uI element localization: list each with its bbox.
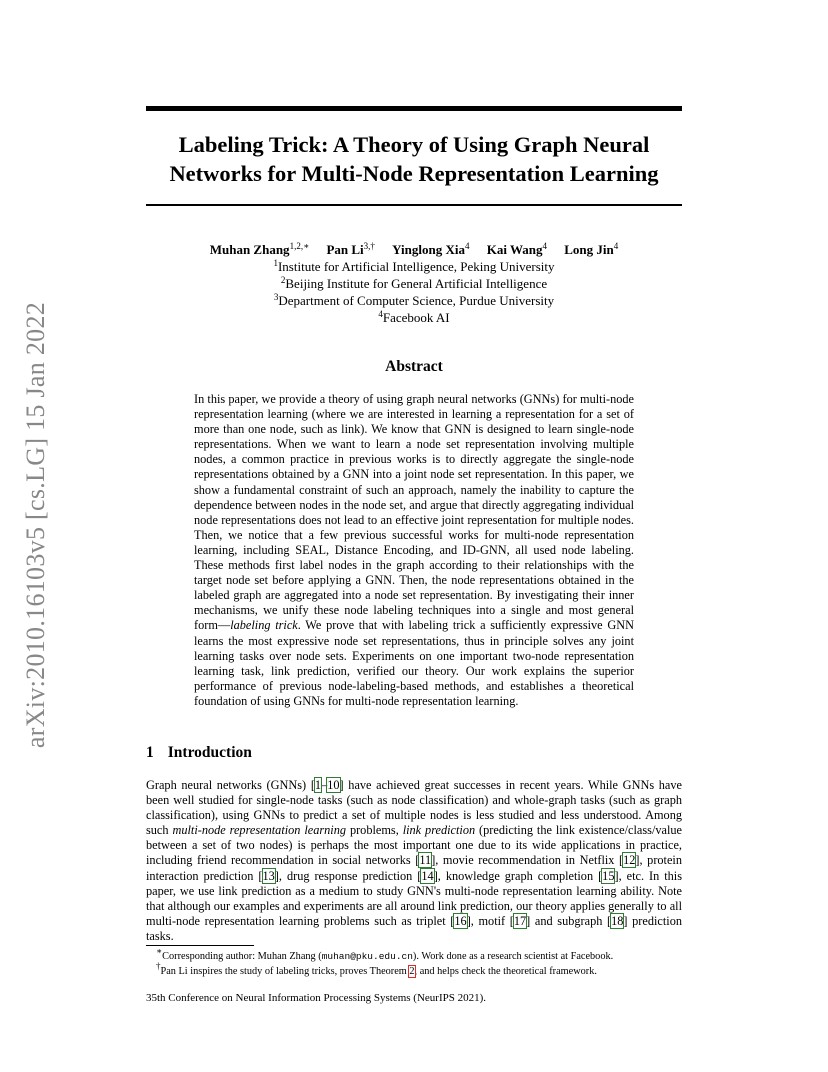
title-bottom-rule xyxy=(146,204,682,206)
theorem-link[interactable]: 2 xyxy=(409,966,415,977)
author: Kai Wang$^4$ xyxy=(486,241,548,257)
citation-link[interactable]: 12 xyxy=(623,853,636,868)
citation-link[interactable]: 16 xyxy=(454,913,467,928)
arxiv-sidebar-stamp xyxy=(16,290,56,760)
title-top-rule xyxy=(146,106,682,111)
citation-link[interactable]: 17 xyxy=(513,913,527,928)
paper-title: Labeling Trick: A Theory of Using Graph Neural Networks for Multi-Node Representation Learning xyxy=(169,132,659,186)
affiliation: $^1$Institute for Artificial Intelligence, Peking University xyxy=(273,258,555,274)
footnote-rule xyxy=(146,945,254,946)
author: Yinglong Xia$^4$ xyxy=(392,241,470,257)
introduction-paragraph: Graph neural networks (GNNs) [1–10] have achieved great successes in recent years. While GNNs have been well studied for single-node tasks (such as node classification) and whole-graph tasks (such as graph classification), using GNNs to predict a set of multiple nodes is less studied and less understood. Among such multi-node representation learning problems, link prediction (predicting the link existence/class/value between a set of two nodes) is perhaps the most important one due to its wide applications in practice, including friend recommendation in social networks [11], movie recommendation in Netflix [12], protein interaction prediction [13], drug response prediction [14], knowledge graph completion [15], etc. In this paper, we use link prediction as a medium to study GNN's multi-node representation learning ability. Note that although our examples and experiments are all around link prediction, our theory applies generally to all multi-node representation learning problems such as triplet [16], motif [17] and subgraph [18] prediction tasks. xyxy=(146,778,683,943)
conference-note: 35th Conference on Neural Information Processing Systems (NeurIPS 2021). xyxy=(146,992,487,1004)
arxiv-identifier: arXiv:2010.16103v5 [cs.LG] 15 Jan 2022 xyxy=(21,301,50,749)
citation-link[interactable]: 13 xyxy=(262,868,275,883)
citation-link[interactable]: 11 xyxy=(419,853,432,868)
affiliation: $^2$Beijing Institute for General Artificial Intelligence xyxy=(280,275,548,291)
section-heading: 1 Introduction xyxy=(146,744,252,761)
author-block xyxy=(146,241,682,326)
citation-link[interactable]: 10 xyxy=(327,778,340,792)
citation-link[interactable]: 15 xyxy=(602,868,615,883)
affiliation: $^3$Department of Computer Science, Purdue University xyxy=(273,292,555,308)
author: Pan $Li^{3,\dagger}$ xyxy=(326,241,375,257)
author: Long Jin$^4$ xyxy=(564,241,619,257)
footnote: ∗Corresponding author: Muhan Zhang (muhan@pku.edu.cn). Work done as a research scientist at Facebook. xyxy=(156,946,614,962)
citation-link[interactable]: 18 xyxy=(611,913,624,928)
abstract-body: In this paper, we provide a theory of using graph neural networks (GNNs) for multi-node representation learning (where we are interested in learning a representation for a set of more than one node, such as link). We know that GNN is designed to learn single-node representations. When we want to learn a node set representation involving multiple nodes, a common practice in previous works is to directly aggregate the single-node representations obtained by a GNN into a joint node set representation. In this paper, we show a fundamental constraint of such an approach, namely the inability to capture the dependence between nodes in the node set, and argue that directly aggregating individual node representations does not lead to an effective joint representation for multiple nodes. Then, we notice that a few previous successful works for multi-node representation learning, including SEAL, Distance Encoding, and ID-GNN, all used node labeling. These methods first label nodes in the graph according to their relationships with the target node set before applying a GNN. Then, the node representations obtained in the labeled graph are aggregated into a node set representation. By investigating their inner mechanisms, we unify these node labeling techniques into a single and most general form—labeling trick. We prove that with labeling trick a sufficiently expressive GNN learns the most expressive node set representations, thus in principle solves any joint learning tasks over node sets. Experiments on one important two-node representation learning task, link prediction, verified our theory. Our work explains the superior performance of previous node-labeling-based methods, and establishes a theoretical foundation of using GNNs for multi-node representation learning. xyxy=(194,392,634,708)
email-address: muhan@pku.edu.cn xyxy=(321,951,413,962)
abstract-heading: Abstract xyxy=(385,358,443,375)
affiliation: $^4$Facebook AI xyxy=(378,309,450,325)
author: Muhan Zhang$^{1,2,∗}$ xyxy=(209,241,310,257)
footnote: †Pan Li inspires the study of labeling tricks, proves Theorem 2, and helps check the theoretical framework. xyxy=(156,961,597,977)
citation-link[interactable]: 14 xyxy=(421,868,434,883)
citation-link[interactable]: 1 xyxy=(314,778,322,792)
author-list xyxy=(146,241,682,258)
